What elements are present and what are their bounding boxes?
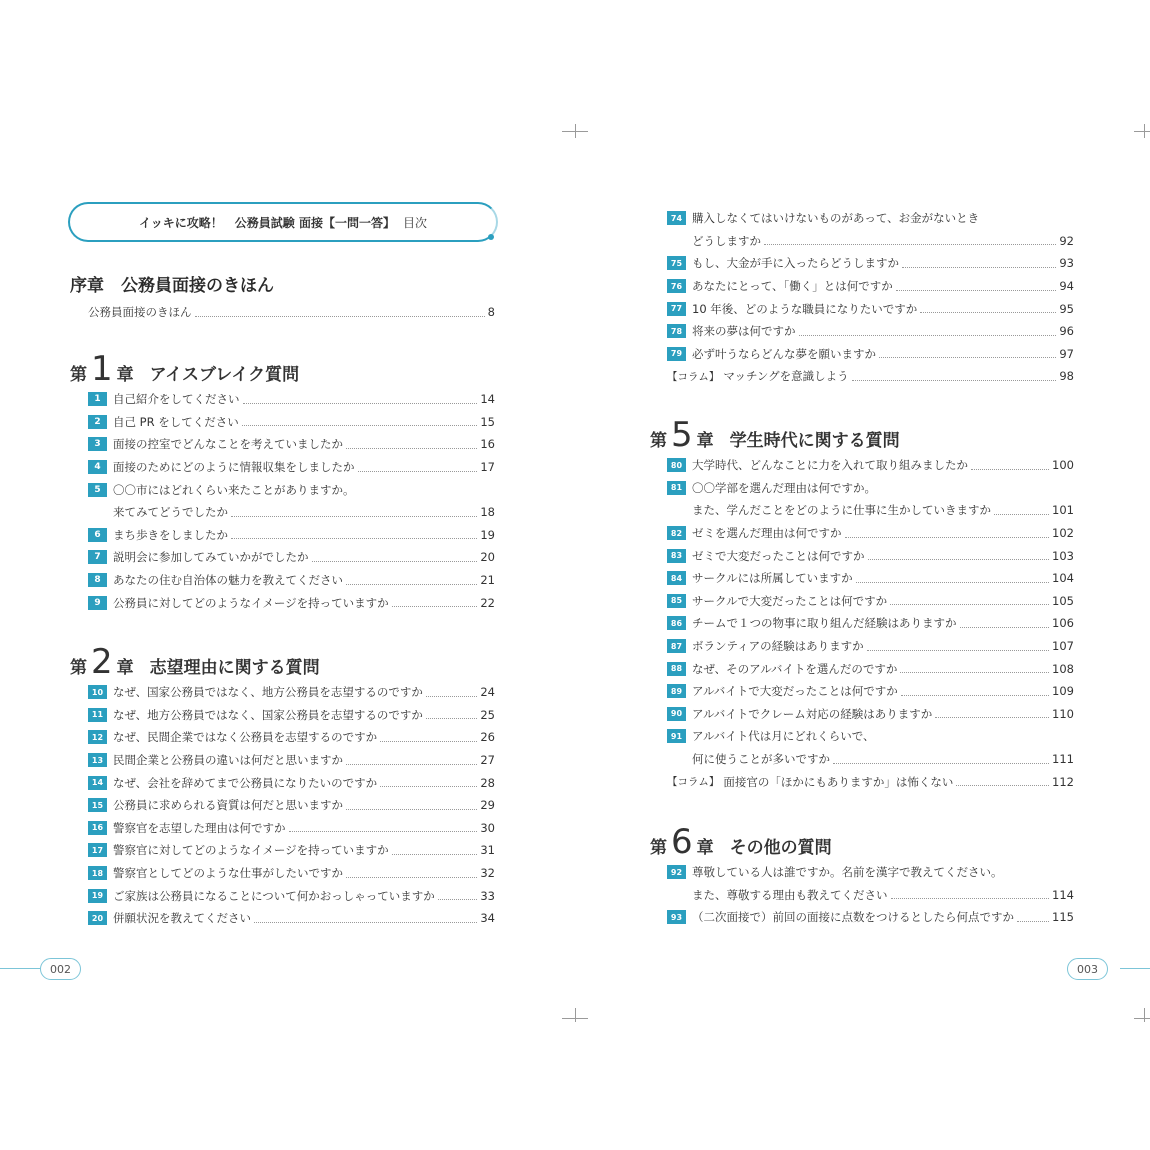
chapter-title: 志望理由に関する質問	[149, 658, 320, 678]
question-number-badge: 75	[667, 256, 686, 270]
question-number-badge: 19	[88, 889, 107, 903]
entry-text: 併願状況を教えてください	[113, 911, 251, 926]
chapter-suffix: 章	[696, 838, 714, 858]
dot-leader	[438, 899, 478, 900]
toc-entry	[88, 839, 495, 862]
toc-entry	[667, 252, 1074, 275]
page-ref: 17	[480, 460, 495, 475]
toc-column-entry	[667, 365, 1074, 388]
toc-entry	[667, 635, 1074, 658]
toc-entry	[88, 388, 495, 411]
question-number-badge: 6	[88, 528, 107, 542]
question-number-badge: 13	[88, 753, 107, 767]
question-number-badge: 80	[667, 458, 686, 472]
entry-text: 公務員に求められる資質は何だと思いますか	[113, 798, 343, 813]
page-ref: 31	[480, 843, 495, 858]
question-number-badge: 89	[667, 684, 686, 698]
folio-label: 002	[40, 958, 81, 980]
column-tag: 【コラム】	[667, 776, 720, 789]
page-ref: 96	[1059, 324, 1074, 339]
page-ref: 18	[480, 505, 495, 520]
chapter-prefix: 第	[70, 365, 87, 385]
dot-leader	[380, 786, 477, 787]
page-ref: 24	[480, 685, 495, 700]
page-ref: 105	[1052, 593, 1074, 608]
entry-text: 自己 PR をしてください	[113, 414, 239, 429]
dot-leader	[868, 559, 1050, 560]
dot-leader	[392, 606, 478, 607]
toc-entry	[88, 681, 495, 704]
dot-leader	[426, 718, 477, 719]
chapter-number: 2	[91, 642, 113, 682]
question-number-badge: 84	[667, 571, 686, 585]
continued-section	[667, 207, 1074, 388]
folio-label: 003	[1067, 958, 1108, 980]
entry-text: まち歩きをしましたか	[113, 527, 228, 542]
dot-leader	[845, 537, 1050, 538]
question-number-badge: 76	[667, 279, 686, 293]
page-ref: 101	[1052, 503, 1074, 518]
question-number-badge: 18	[88, 866, 107, 880]
page-ref: 27	[480, 753, 495, 768]
dot-leader	[856, 582, 1049, 583]
entry-text: なぜ、国家公務員ではなく、地方公務員を志望するのですか	[113, 685, 423, 700]
toc-entry	[88, 884, 495, 907]
question-number-badge: 74	[667, 211, 686, 225]
toc-entry	[667, 320, 1074, 343]
toc-entry	[667, 657, 1074, 680]
page-ref: 20	[480, 550, 495, 565]
toc-entry	[667, 567, 1074, 590]
question-number-badge: 78	[667, 324, 686, 338]
page-ref: 112	[1052, 774, 1074, 789]
question-number-badge: 12	[88, 730, 107, 744]
dot-leader	[764, 244, 1056, 245]
page-ref: 19	[480, 527, 495, 542]
crop-mark	[1144, 1008, 1145, 1022]
chapter-5-heading	[650, 415, 1074, 455]
page-ref: 114	[1052, 887, 1074, 902]
question-number-badge: 7	[88, 550, 107, 564]
dot-leader	[289, 831, 478, 832]
page-ref: 94	[1059, 279, 1074, 294]
entry-text: 大学時代、どんなことに力を入れて取り組みましたか	[692, 458, 968, 473]
chapter-number: 6	[671, 822, 693, 862]
page-ref: 108	[1052, 661, 1074, 676]
page-ref: 33	[480, 888, 495, 903]
question-number-badge: 2	[88, 415, 107, 429]
toc-entry	[88, 704, 495, 727]
chapter-suffix: 章	[696, 431, 714, 451]
dot-leader	[920, 312, 1056, 313]
page-ref: 34	[480, 911, 495, 926]
dot-leader	[346, 584, 477, 585]
entry-text: 必ず叶うならどんな夢を願いますか	[692, 346, 876, 361]
chapter-number: 5	[671, 415, 693, 455]
entry-text: チームで１つの物事に取り組んだ経験はありますか	[692, 616, 957, 631]
entry-text: 民間企業と公務員の違いは何だと思いますか	[113, 753, 343, 768]
entry-text: 警察官を志望した理由は何ですか	[113, 820, 286, 835]
entry-text: 説明会に参加してみていかがでしたか	[113, 550, 309, 565]
page-ref: 32	[480, 866, 495, 881]
page-ref: 98	[1059, 369, 1074, 384]
chapter-title: その他の質問	[729, 838, 832, 858]
entry-text: 警察官に対してどのようなイメージを持っていますか	[113, 843, 389, 858]
entry-text: ボランティアの経験はありますか	[692, 639, 864, 654]
question-number-badge: 93	[667, 910, 686, 924]
entry-text: なぜ、地方公務員ではなく、国家公務員を志望するのですか	[113, 707, 423, 722]
entry-text: アルバイト代は月にどれくらいで、	[692, 729, 875, 744]
chapter-title: 学生時代に関する質問	[729, 431, 900, 451]
entry-text: なぜ、民間企業ではなく公務員を志望するのですか	[113, 730, 378, 745]
toc-entry	[667, 612, 1074, 635]
crop-mark	[575, 1008, 576, 1022]
dot-leader	[312, 561, 478, 562]
toc-entry	[667, 207, 1074, 230]
entry-text: アルバイトでクレーム対応の経験はありますか	[692, 706, 933, 721]
question-number-badge: 3	[88, 437, 107, 451]
entry-text: アルバイトで大変だったことは何ですか	[692, 684, 898, 699]
question-number-badge: 90	[667, 707, 686, 721]
entry-text: 面接のためにどのように情報収集をしましたか	[113, 460, 355, 475]
toc-entry	[667, 703, 1074, 726]
question-number-badge: 10	[88, 685, 107, 699]
toc-entry	[667, 680, 1074, 703]
dot-leader	[891, 898, 1050, 899]
chapter-6-section	[650, 822, 1074, 929]
toc-entry	[667, 343, 1074, 366]
page-ref: 28	[480, 775, 495, 790]
toc-entry	[88, 433, 495, 456]
page-ref: 111	[1052, 752, 1074, 767]
toc-entry	[667, 230, 1074, 253]
entry-text: サークルで大変だったことは何ですか	[692, 593, 888, 608]
chapter-2-heading	[70, 642, 495, 682]
toc-column-entry	[667, 770, 1074, 793]
banner-dot	[488, 234, 494, 240]
dot-leader	[231, 516, 477, 517]
dot-leader	[901, 695, 1049, 696]
page-ref: 95	[1059, 301, 1074, 316]
toc-entry	[667, 477, 1074, 500]
dot-leader	[195, 316, 485, 317]
crop-mark	[1144, 124, 1145, 138]
entry-text: 購入しなくてはいけないものがあって、お金がないとき	[692, 211, 980, 226]
toc-entry	[88, 301, 495, 324]
question-number-badge: 77	[667, 302, 686, 316]
page-ref: 109	[1052, 684, 1074, 699]
question-number-badge: 8	[88, 573, 107, 587]
dot-leader	[896, 290, 1057, 291]
page-ref: 107	[1052, 639, 1074, 654]
page-ref: 8	[487, 305, 495, 320]
page-ref: 21	[480, 573, 495, 588]
question-number-badge: 81	[667, 481, 686, 495]
banner-subtitle: 目次	[402, 215, 427, 230]
chapter-2-section	[70, 642, 495, 930]
question-number-badge: 20	[88, 911, 107, 925]
question-number-badge: 87	[667, 639, 686, 653]
question-number-badge: 16	[88, 821, 107, 835]
toc-entry	[88, 546, 495, 569]
chapter-prefix: 第	[650, 838, 667, 858]
question-number-badge: 1	[88, 392, 107, 406]
question-number-badge: 91	[667, 729, 686, 743]
page-ref: 30	[480, 820, 495, 835]
toc-entry	[88, 794, 495, 817]
entry-text: （二次面接で）前回の面接に点数をつけるとしたら何点ですか	[692, 910, 1014, 925]
chapter-suffix: 章	[116, 658, 134, 678]
page-ref: 16	[480, 437, 495, 452]
question-number-badge: 83	[667, 549, 686, 563]
entry-text: 将来の夢は何ですか	[692, 324, 796, 339]
entry-text: 自己紹介をしてください	[113, 392, 240, 407]
chapter-prefix: 第	[650, 431, 667, 451]
crop-mark	[1134, 1018, 1150, 1019]
crop-mark	[575, 124, 576, 138]
right-page	[575, 0, 1150, 1150]
entry-text: 面接の控室でどんなことを考えていましたか	[113, 437, 343, 452]
dot-leader	[346, 764, 477, 765]
page-number-left	[40, 958, 81, 980]
toc-entry	[667, 522, 1074, 545]
page-ref: 110	[1052, 706, 1074, 721]
toc-entry	[88, 524, 495, 547]
entry-text: 公務員に対してどのようなイメージを持っていますか	[113, 595, 389, 610]
entry-text: なぜ、そのアルバイトを選んだのですか	[692, 661, 898, 676]
dot-leader	[902, 267, 1056, 268]
entry-text: あなたにとって、「働く」とは何ですか	[692, 279, 893, 294]
chapter-prefix: 第	[70, 658, 87, 678]
entry-text: また、尊敬する理由も教えてください	[692, 887, 888, 902]
entry-text: 〇〇市にはどれくらい来たことがありますか。	[113, 482, 355, 497]
prologue-section	[70, 265, 495, 324]
page-ref: 29	[480, 798, 495, 813]
question-number-badge: 14	[88, 776, 107, 790]
question-number-badge: 9	[88, 596, 107, 610]
dot-leader	[358, 471, 478, 472]
toc-entry	[88, 456, 495, 479]
toc-entry	[88, 749, 495, 772]
banner-title: イッキに攻略！ 公務員試験 面接【一問一答】	[139, 215, 395, 230]
dot-leader	[900, 672, 1049, 673]
page-ref: 106	[1052, 616, 1074, 631]
toc-entry	[667, 275, 1074, 298]
dot-leader	[799, 335, 1057, 336]
page-ref: 22	[480, 595, 495, 610]
entry-text: マッチングを意識しよう	[723, 369, 849, 384]
entry-text: 公務員面接のきほん	[88, 305, 192, 320]
question-number-badge: 17	[88, 843, 107, 857]
folio-rule	[0, 968, 40, 969]
toc-entry	[667, 906, 1074, 929]
chapter-1-section	[70, 349, 495, 614]
entry-text: また、学んだことをどのように仕事に生かしていきますか	[692, 503, 991, 518]
entry-text: 面接官の「ほかにもありますか」は怖くない	[723, 774, 954, 789]
chapter-6-heading	[650, 822, 1074, 862]
entry-text: どうしますか	[692, 233, 761, 248]
dot-leader	[935, 717, 1049, 718]
dot-leader	[852, 380, 1057, 381]
question-number-badge: 11	[88, 708, 107, 722]
dot-leader	[994, 514, 1049, 515]
entry-text: ゼミを選んだ理由は何ですか	[692, 526, 842, 541]
entry-text: 〇〇学部を選んだ理由は何ですか。	[692, 480, 876, 495]
toc-entry	[667, 725, 1074, 748]
question-number-badge: 4	[88, 460, 107, 474]
page-ref: 104	[1052, 571, 1074, 586]
dot-leader	[231, 538, 477, 539]
question-number-badge: 85	[667, 594, 686, 608]
chapter-suffix: 章	[116, 365, 134, 385]
question-number-badge: 79	[667, 347, 686, 361]
entry-text: あなたの住む自治体の魅力を教えてください	[113, 573, 343, 588]
toc-entry	[88, 569, 495, 592]
entry-text: 10 年後、どのような職員になりたいですか	[692, 301, 918, 316]
folio-rule	[1120, 968, 1150, 969]
toc-entry	[667, 590, 1074, 613]
dot-leader	[879, 357, 1056, 358]
page-ref: 25	[480, 707, 495, 722]
dot-leader	[254, 922, 477, 923]
dot-leader	[890, 604, 1049, 605]
page-ref: 92	[1059, 233, 1074, 248]
dot-leader	[346, 809, 477, 810]
question-number-badge: 5	[88, 483, 107, 497]
page-number-right	[1067, 958, 1108, 980]
page-ref: 102	[1052, 526, 1074, 541]
page-ref: 14	[480, 392, 495, 407]
dot-leader	[956, 785, 1049, 786]
dot-leader	[380, 741, 477, 742]
question-number-badge: 82	[667, 526, 686, 540]
dot-leader	[392, 854, 478, 855]
question-number-badge: 88	[667, 662, 686, 676]
page-ref: 115	[1052, 910, 1074, 925]
chapter-number: 1	[91, 349, 113, 389]
toc-entry	[88, 907, 495, 930]
page-ref: 15	[480, 414, 495, 429]
chapter-5-section	[650, 415, 1074, 793]
toc-entry	[667, 544, 1074, 567]
toc-entry	[88, 478, 495, 501]
dot-leader	[960, 627, 1050, 628]
toc-entry	[88, 817, 495, 840]
toc-entry	[88, 862, 495, 885]
toc-entry	[88, 591, 495, 614]
dot-leader	[1017, 921, 1049, 922]
dot-leader	[346, 877, 477, 878]
entry-text: もし、大金が手に入ったらどうしますか	[692, 256, 899, 271]
crop-mark	[1134, 131, 1150, 132]
page-ref: 100	[1052, 458, 1074, 473]
toc-entry	[667, 454, 1074, 477]
dot-leader	[426, 696, 477, 697]
page-ref: 103	[1052, 548, 1074, 563]
toc-entry	[667, 297, 1074, 320]
toc-entry	[667, 499, 1074, 522]
chapter-1-heading	[70, 349, 495, 389]
page-ref: 26	[480, 730, 495, 745]
question-number-badge: 86	[667, 616, 686, 630]
toc-entry	[88, 771, 495, 794]
prologue-heading: 序章 公務員面接のきほん	[70, 275, 274, 296]
toc-entry	[667, 861, 1074, 884]
dot-leader	[971, 469, 1049, 470]
toc-banner	[68, 202, 498, 242]
entry-text: ご家族は公務員になることについて何かおっしゃっていますか	[113, 888, 435, 903]
page-ref: 93	[1059, 256, 1074, 271]
dot-leader	[867, 650, 1049, 651]
chapter-title: アイスブレイク質問	[149, 365, 300, 385]
dot-leader	[243, 403, 478, 404]
entry-text: 尊敬している人は誰ですか。名前を漢字で教えてください。	[692, 865, 1003, 880]
entry-text: 警察官としてどのような仕事がしたいですか	[113, 866, 343, 881]
entry-text: なぜ、会社を辞めてまで公務員になりたいのですか	[113, 775, 378, 790]
question-number-badge: 15	[88, 798, 107, 812]
toc-entry	[667, 748, 1074, 771]
question-number-badge: 92	[667, 865, 686, 879]
toc-entry	[667, 884, 1074, 907]
dot-leader	[346, 448, 477, 449]
column-tag: 【コラム】	[667, 370, 720, 383]
entry-text: 来てみてどうでしたか	[113, 505, 228, 520]
entry-text: サークルには所属していますか	[692, 571, 853, 586]
entry-text: 何に使うことが多いですか	[692, 752, 830, 767]
page-ref: 97	[1059, 346, 1074, 361]
entry-text: ゼミで大変だったことは何ですか	[692, 548, 865, 563]
dot-leader	[833, 763, 1049, 764]
toc-entry	[88, 726, 495, 749]
toc-entry	[88, 411, 495, 434]
dot-leader	[242, 425, 478, 426]
toc-entry	[88, 501, 495, 524]
